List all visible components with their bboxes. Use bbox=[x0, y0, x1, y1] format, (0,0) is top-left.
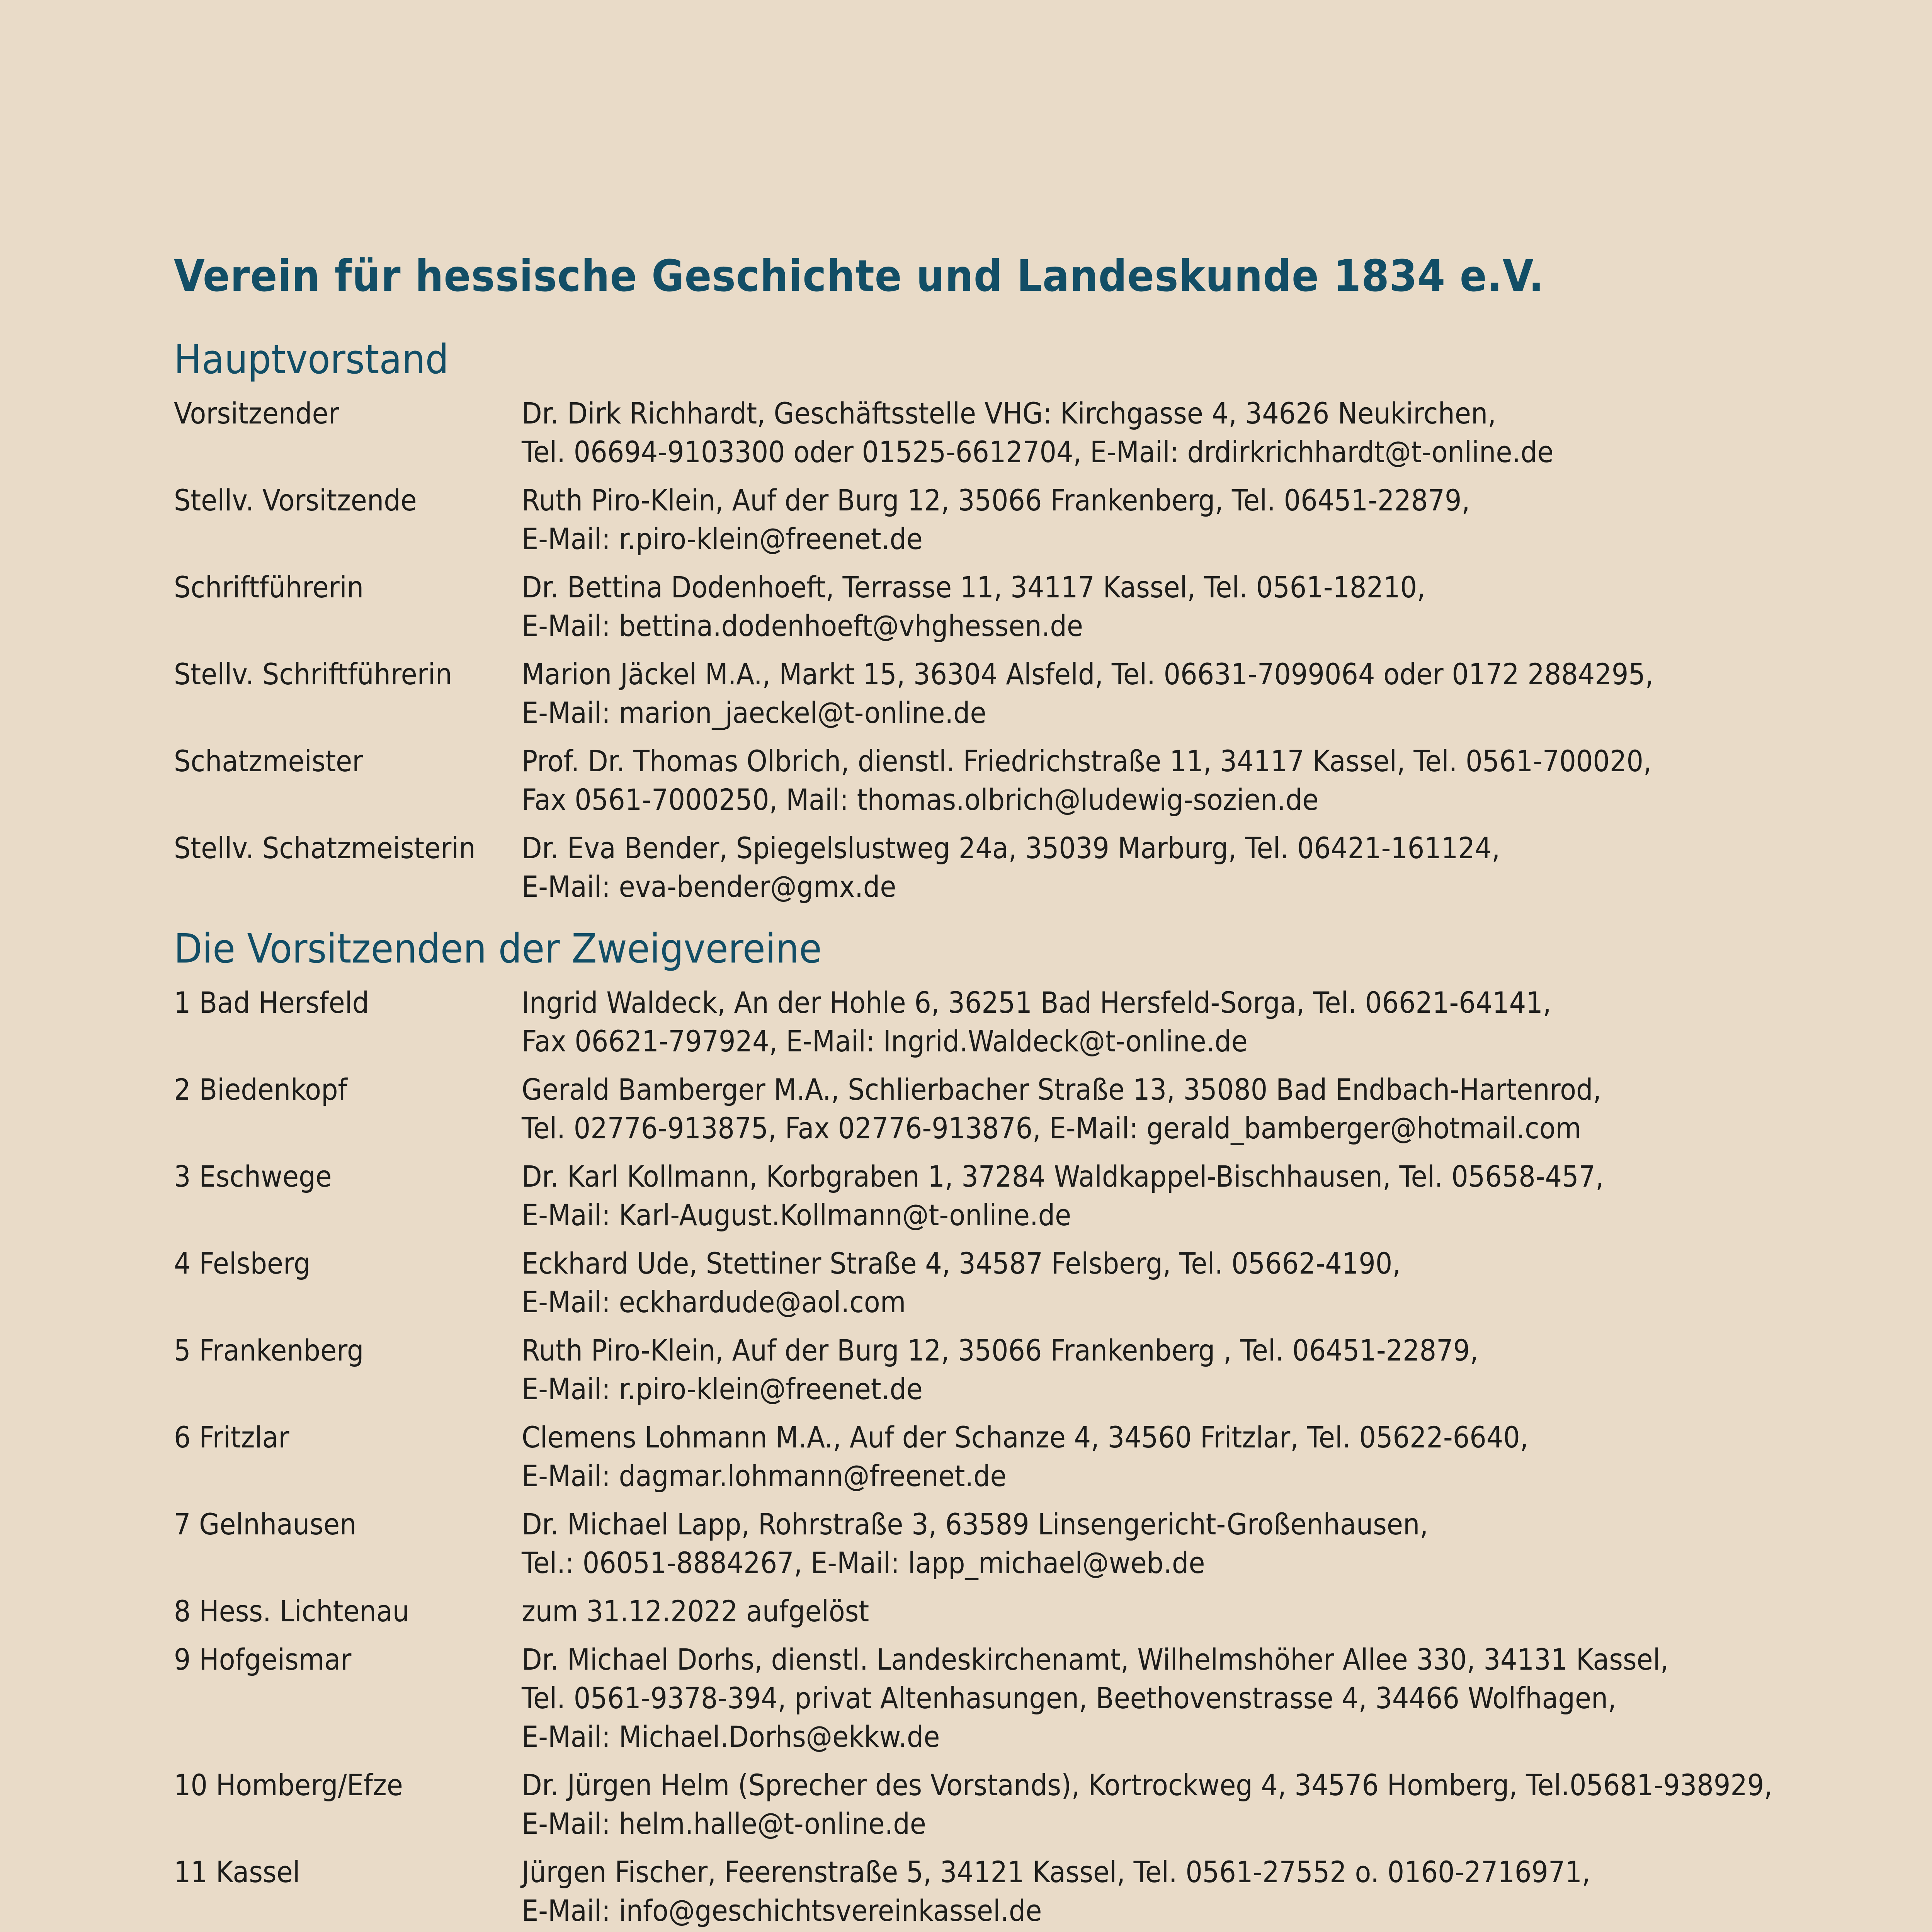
list-item bbox=[174, 1640, 1835, 1756]
detail-line: Tel.: 06051-8884267, E-Mail: lapp_michael@web.de bbox=[522, 1546, 1205, 1580]
detail-line: Ingrid Waldeck, An der Hohle 6, 36251 Bad Hersfeld-Sorga, Tel. 06621-64141, bbox=[522, 985, 1551, 1020]
list-item bbox=[174, 983, 1835, 1061]
item-label: Stellv. Vorsitzende bbox=[174, 483, 417, 517]
item-label: 4 Felsberg bbox=[174, 1246, 311, 1281]
item-label: 6 Fritzlar bbox=[174, 1420, 289, 1454]
item-label: 5 Frankenberg bbox=[174, 1333, 364, 1367]
item-label: Stellv. Schatzmeisterin bbox=[174, 831, 476, 865]
detail-line: E-Mail: r.piro-klein@freenet.de bbox=[522, 522, 923, 556]
item-label: 3 Eschwege bbox=[174, 1159, 332, 1194]
section-heading-hauptvorstand: Hauptvorstand bbox=[174, 336, 449, 383]
detail-line: E-Mail: r.piro-klein@freenet.de bbox=[522, 1372, 923, 1406]
item-details bbox=[522, 1505, 1835, 1582]
item-label: 9 Hofgeismar bbox=[174, 1642, 352, 1677]
hauptvorstand-list bbox=[174, 394, 1835, 906]
detail-line: Prof. Dr. Thomas Olbrich, dienstl. Friedrichstraße 11, 34117 Kassel, Tel. 0561-700020, bbox=[522, 744, 1652, 778]
detail-line: E-Mail: dagmar.lohmann@freenet.de bbox=[522, 1459, 1007, 1493]
list-item bbox=[174, 568, 1835, 645]
list-item bbox=[174, 1157, 1835, 1235]
item-details bbox=[522, 983, 1835, 1061]
list-item bbox=[174, 1592, 1835, 1631]
section-heading-zweigvereine: Die Vorsitzenden der Zweigvereine bbox=[174, 925, 822, 972]
detail-line: Tel. 0561-9378-394, privat Altenhasungen, Beethovenstrasse 4, 34466 Wolfhagen, bbox=[522, 1681, 1617, 1715]
item-details bbox=[522, 1157, 1835, 1235]
list-item bbox=[174, 1418, 1835, 1495]
item-label: 2 Biedenkopf bbox=[174, 1072, 347, 1107]
item-details bbox=[522, 1592, 1835, 1631]
document-title: Verein für hessische Geschichte und Landeskunde 1834 e.V. bbox=[174, 251, 1544, 301]
detail-line: Jürgen Fischer, Feerenstraße 5, 34121 Kassel, Tel. 0561-27552 o. 0160-2716971, bbox=[522, 1855, 1590, 1889]
item-label: 10 Homberg/Efze bbox=[174, 1768, 403, 1802]
detail-line: Dr. Dirk Richhardt, Geschäftsstelle VHG: Kirchgasse 4, 34626 Neukirchen, bbox=[522, 396, 1497, 430]
list-item bbox=[174, 1853, 1835, 1930]
item-details bbox=[522, 742, 1835, 819]
item-label: Vorsitzender bbox=[174, 396, 339, 430]
document-page bbox=[174, 247, 1835, 1932]
detail-line: Dr. Michael Dorhs, dienstl. Landeskirchenamt, Wilhelmshöher Allee 330, 34131 Kassel, bbox=[522, 1642, 1669, 1677]
item-label: 1 Bad Hersfeld bbox=[174, 985, 369, 1020]
item-label: 8 Hess. Lichtenau bbox=[174, 1594, 410, 1628]
detail-line: Dr. Michael Lapp, Rohrstraße 3, 63589 Linsengericht-Großenhausen, bbox=[522, 1507, 1429, 1541]
detail-line: E-Mail: eckhardude@aol.com bbox=[522, 1285, 906, 1319]
list-item bbox=[174, 481, 1835, 558]
detail-line: E-Mail: marion_jaeckel@t-online.de bbox=[522, 696, 986, 730]
detail-line: Gerald Bamberger M.A., Schlierbacher Straße 13, 35080 Bad Endbach-Hartenrod, bbox=[522, 1072, 1602, 1107]
detail-line: E-Mail: eva-bender@gmx.de bbox=[522, 869, 896, 904]
list-item bbox=[174, 1331, 1835, 1408]
list-item bbox=[174, 394, 1835, 471]
item-details bbox=[522, 1418, 1835, 1495]
detail-line: E-Mail: info@geschichtsvereinkassel.de bbox=[522, 1893, 1042, 1928]
detail-line: Fax 06621-797924, E-Mail: Ingrid.Waldeck@t-online.de bbox=[522, 1024, 1248, 1058]
item-label: Stellv. Schriftführerin bbox=[174, 657, 452, 691]
zweigvereine-list bbox=[174, 983, 1835, 1932]
list-item bbox=[174, 655, 1835, 732]
item-details bbox=[522, 1640, 1835, 1756]
detail-line: Ruth Piro-Klein, Auf der Burg 12, 35066 Frankenberg, Tel. 06451-22879, bbox=[522, 483, 1470, 517]
item-label: 7 Gelnhausen bbox=[174, 1507, 357, 1541]
detail-line: Fax 0561-7000250, Mail: thomas.olbrich@ludewig-sozien.de bbox=[522, 782, 1319, 817]
list-item bbox=[174, 829, 1835, 906]
item-details bbox=[522, 1331, 1835, 1408]
list-item bbox=[174, 1766, 1835, 1843]
item-details bbox=[522, 1766, 1912, 1843]
detail-line: Tel. 02776-913875, Fax 02776-913876, E-Mail: gerald_bamberger@hotmail.com bbox=[522, 1111, 1582, 1145]
detail-line: Dr. Eva Bender, Spiegelslustweg 24a, 35039 Marburg, Tel. 06421-161124, bbox=[522, 831, 1500, 865]
item-label: Schatzmeister bbox=[174, 744, 363, 778]
item-details bbox=[522, 1244, 1835, 1321]
item-details bbox=[522, 1853, 1835, 1930]
item-label: Schriftführerin bbox=[174, 570, 364, 604]
item-details bbox=[522, 481, 1835, 558]
list-item bbox=[174, 742, 1835, 819]
detail-line: Ruth Piro-Klein, Auf der Burg 12, 35066 Frankenberg , Tel. 06451-22879, bbox=[522, 1333, 1478, 1367]
detail-line: Dr. Jürgen Helm (Sprecher des Vorstands), Kortrockweg 4, 34576 Homberg, Tel.05681-938929, bbox=[522, 1768, 1773, 1802]
detail-line: Clemens Lohmann M.A., Auf der Schanze 4, 34560 Fritzlar, Tel. 05622-6640, bbox=[522, 1420, 1529, 1454]
item-details bbox=[522, 568, 1835, 645]
item-details bbox=[522, 655, 1835, 732]
detail-line: Dr. Karl Kollmann, Korbgraben 1, 37284 Waldkappel-Bischhausen, Tel. 05658-457, bbox=[522, 1159, 1604, 1194]
detail-line: Marion Jäckel M.A., Markt 15, 36304 Alsfeld, Tel. 06631-7099064 oder 0172 2884295, bbox=[522, 657, 1654, 691]
detail-line: E-Mail: bettina.dodenhoeft@vhghessen.de bbox=[522, 609, 1083, 643]
item-details bbox=[522, 394, 1835, 471]
list-item bbox=[174, 1505, 1835, 1582]
detail-line: zum 31.12.2022 aufgelöst bbox=[522, 1594, 869, 1628]
detail-line: E-Mail: Karl-August.Kollmann@t-online.de bbox=[522, 1198, 1071, 1232]
detail-line: E-Mail: helm.halle@t-online.de bbox=[522, 1806, 926, 1841]
item-details bbox=[522, 829, 1835, 906]
item-label: 11 Kassel bbox=[174, 1855, 300, 1889]
list-item bbox=[174, 1244, 1835, 1321]
detail-line: Eckhard Ude, Stettiner Straße 4, 34587 Felsberg, Tel. 05662-4190, bbox=[522, 1246, 1401, 1281]
detail-line: Tel. 06694-9103300 oder 01525-6612704, E-Mail: drdirkrichhardt@t-online.de bbox=[522, 435, 1554, 469]
list-item bbox=[174, 1070, 1835, 1148]
detail-line: Dr. Bettina Dodenhoeft, Terrasse 11, 34117 Kassel, Tel. 0561-18210, bbox=[522, 570, 1425, 604]
detail-line: E-Mail: Michael.Dorhs@ekkw.de bbox=[522, 1719, 940, 1754]
item-details bbox=[522, 1070, 1835, 1148]
